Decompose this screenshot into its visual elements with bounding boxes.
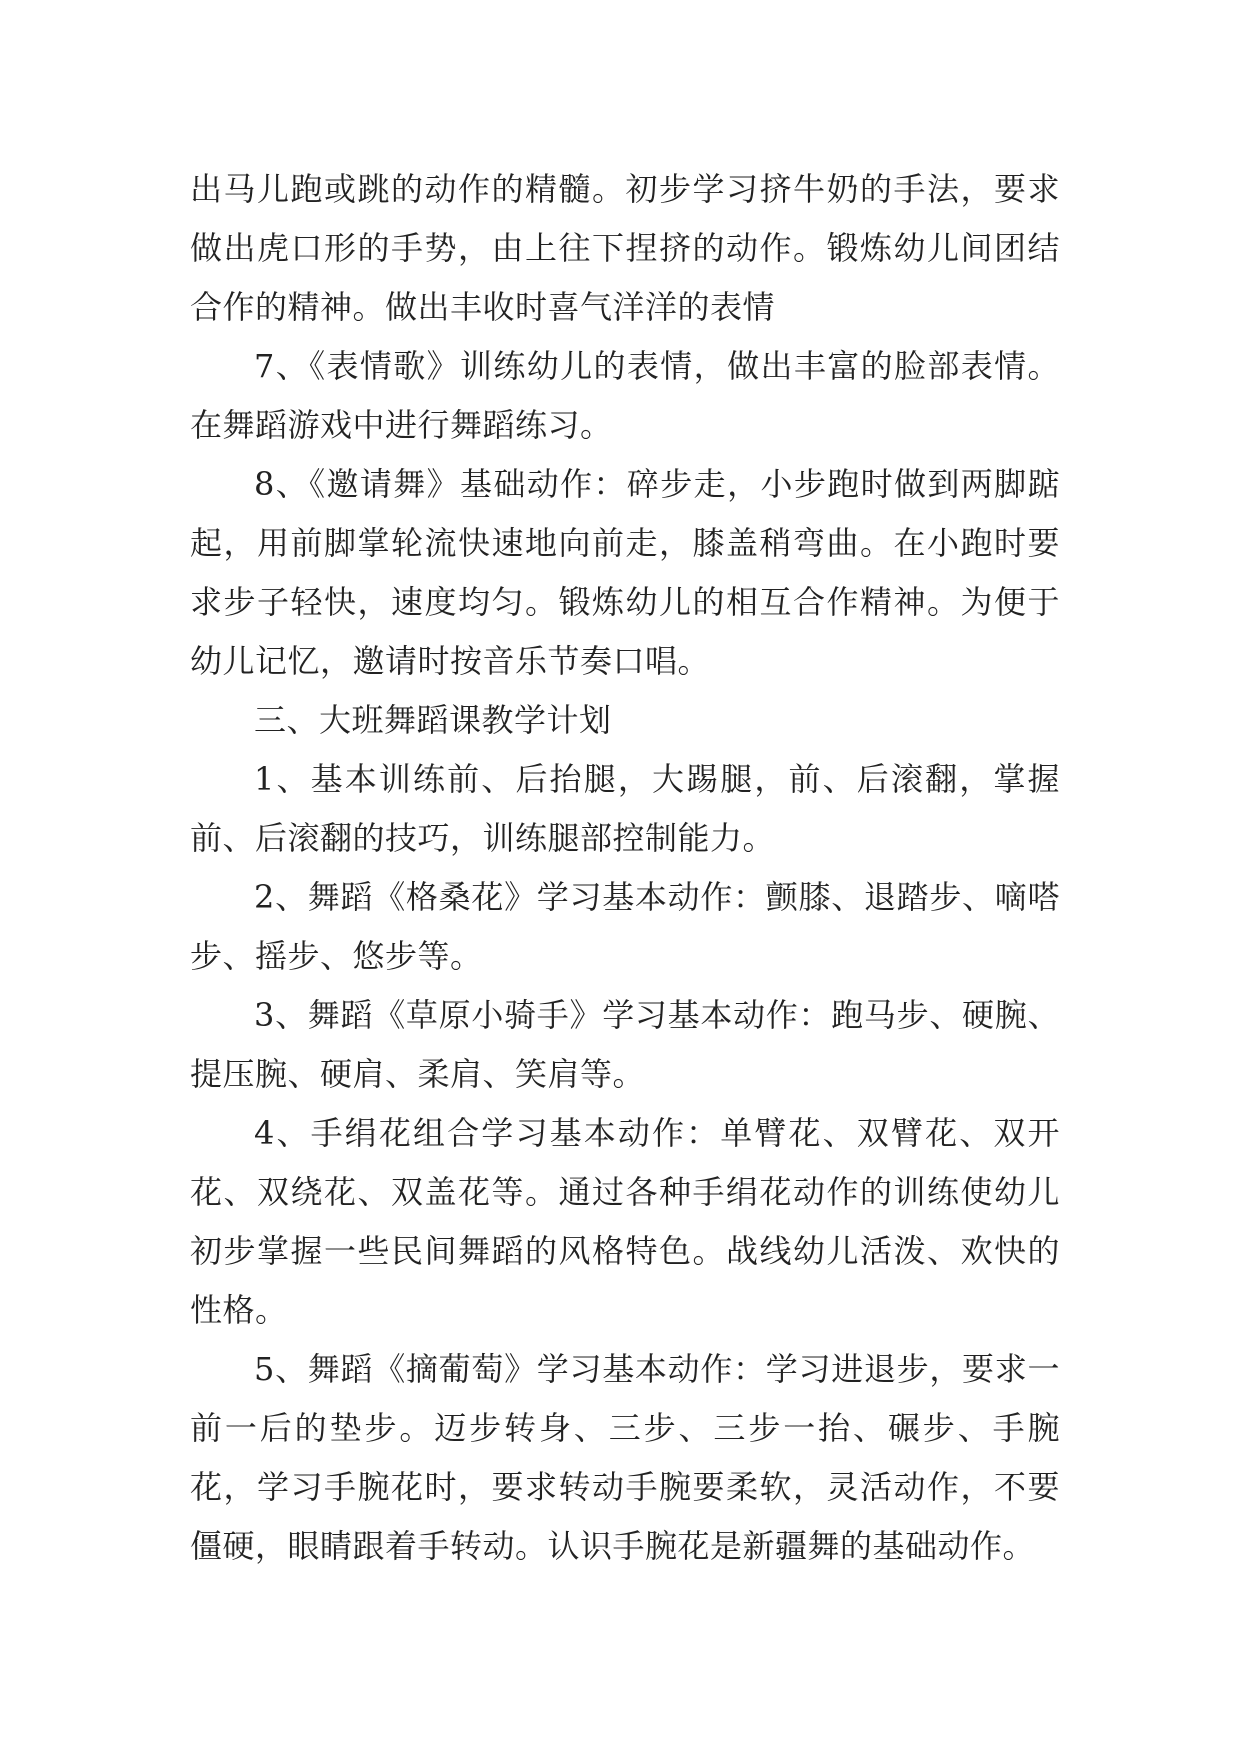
paragraph-item-4: 4、手绢花组合学习基本动作：单臂花、双臂花、双开花、双绕花、双盖花等。通过各种手绢花动作的训练使幼儿初步掌握一些民间舞蹈的风格特色。战线幼儿活泼、欢快的性格。 (190, 1114, 1060, 1329)
document-body (190, 160, 1060, 1576)
paragraph-item-8: 8、《邀请舞》基础动作：碎步走，小步跑时做到两脚踮起，用前脚掌轮流快速地向前走，膝盖稍弯曲。在小跑时要求步子轻快，速度均匀。锻炼幼儿的相互合作精神。为便于幼儿记忆，邀请时按音乐节奏口唱。 (190, 465, 1060, 680)
paragraph-continuation: 出马儿跑或跳的动作的精髓。初步学习挤牛奶的手法，要求做出虎口形的手势，由上往下捏挤的动作。锻炼幼儿间团结合作的精神。做出丰收时喜气洋洋的表情 (190, 170, 1060, 326)
paragraph-item-7: 7、《表情歌》训练幼儿的表情，做出丰富的脸部表情。在舞蹈游戏中进行舞蹈练习。 (190, 347, 1060, 444)
section-heading: 三、大班舞蹈课教学计划 (254, 701, 612, 739)
paragraph-item-3: 3、舞蹈《草原小骑手》学习基本动作：跑马步、硬腕、提压腕、硬肩、柔肩、笑肩等。 (190, 996, 1060, 1093)
paragraph-item-5: 5、舞蹈《摘葡萄》学习基本动作：学习进退步，要求一前一后的垫步。迈步转身、三步、三步一抬、碾步、手腕花，学习手腕花时，要求转动手腕要柔软，灵活动作，不要僵硬，眼睛跟着手转动。认识手腕花是新疆舞的基础动作。 (190, 1350, 1060, 1565)
paragraph-item-1: 1、基本训练前、后抬腿，大踢腿，前、后滚翻，掌握前、后滚翻的技巧，训练腿部控制能力。 (190, 760, 1060, 857)
paragraph-item-2: 2、舞蹈《格桑花》学习基本动作：颤膝、退踏步、嘀嗒步、摇步、悠步等。 (190, 878, 1060, 975)
